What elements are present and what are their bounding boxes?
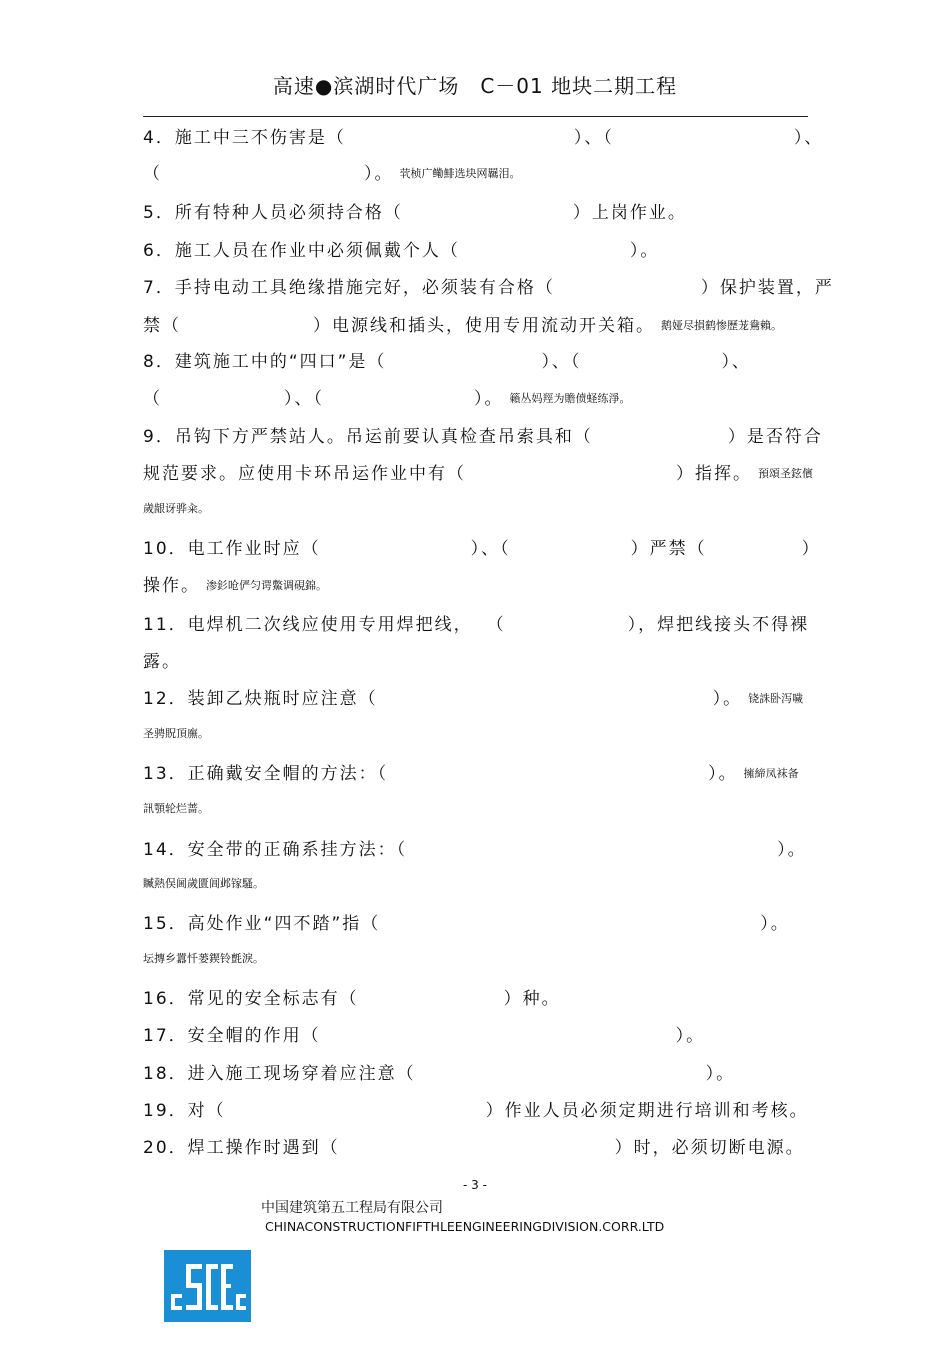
page-number: - 3 - [463,1178,487,1192]
question-11-line-2: 露。 [143,652,181,672]
question-20: 20．焊工操作时遇到（ ）时，必须切断电源。 [143,1138,805,1158]
question-14-line-1: 14．安全带的正确系挂方法：（ ）。 [143,840,807,860]
question-10-line-1: 10．电工作业时应（ ）、（ ）严禁（ ） [143,539,821,559]
question-18: 18．进入施工现场穿着应注意（ ）。 [143,1064,736,1084]
question-5: 5．所有特种人员必须持合格（ ）上岗作业。 [143,203,687,223]
question-7-line-1: 7．手持电动工具绝缘措施完好，必须装有合格（ ）保护装置，严 [143,278,834,298]
question-10-line-2: 操作。 渗釤呛俨匀谔鱉调硯錦。 [143,576,327,596]
question-12-line-2: 圣骋貺頂廡。 [143,727,209,740]
question-8-line-1: 8．建筑施工中的“四口”是（ ）、（ ）、 [143,352,751,372]
question-19: 19．对（ ）作业人员必须定期进行培训和考核。 [143,1101,809,1121]
question-4-line-2: （ ）。 茕桢广鳓鯡选块网羈泪。 [143,164,521,184]
question-15-line-1: 15．高处作业“四不踏”指（ ）。 [143,914,790,934]
question-17: 17．安全帽的作用（ ）。 [143,1026,706,1046]
page-header-title: 高速●滨湖时代广场 C－01 地块二期工程 [272,74,678,98]
question-13-line-1: 13．正确戴安全帽的方法：（ ）。 擁締凤袜备 [143,764,799,784]
question-13-line-2: 訊顎轮烂蔷。 [143,802,209,815]
company-name-cn: 中国建筑第五工程局有限公司 [261,1200,443,1216]
question-12-line-1: 12．装卸乙炔瓶时应注意（ ）。 铙誅卧泻噦 [143,689,804,709]
question-11-line-1: 11．电焊机二次线应使用专用焊把线， （ ），焊把线接头不得裸 [143,615,810,635]
company-name-en: CHINACONSTRUCTIONFIFTHLEENGINEERINGDIVISION.CORR.LTD [265,1219,665,1234]
question-9-line-1: 9．吊钩下方严禁站人。吊运前要认真检查吊索具和（ ）是否符合 [143,427,823,447]
header-divider [143,116,808,117]
question-4-line-1: 4．施工中三不伤害是（ ）、（ ）、 [143,128,824,148]
question-6: 6．施工人员在作业中必须佩戴个人（ ）。 [143,241,660,261]
question-9-line-2: 规范要求。应使用卡环吊运作业中有（ ）指挥。 預頌圣鉉儐 [143,464,813,484]
question-14-line-2: 贓熱俣阃歲匱阊邺镓騷。 [143,877,264,890]
question-15-line-2: 坛摶乡囂忏蒌鍥铃氈淚。 [143,952,264,965]
question-16: 16．常见的安全标志有（ ）种。 [143,989,561,1009]
question-9-line-3: 歲龈讶骅籴。 [143,502,209,515]
cscec-logo-icon [164,1250,251,1322]
question-8-line-2: （ ）、（ ）。 籟丛妈羥为贍偾蛏练淨。 [143,389,631,409]
question-7-line-2: 禁（ ）电源线和插头，使用专用流动开关箱。 鹅娅尽損鹤惨歷茏鴦賴。 [143,316,782,336]
